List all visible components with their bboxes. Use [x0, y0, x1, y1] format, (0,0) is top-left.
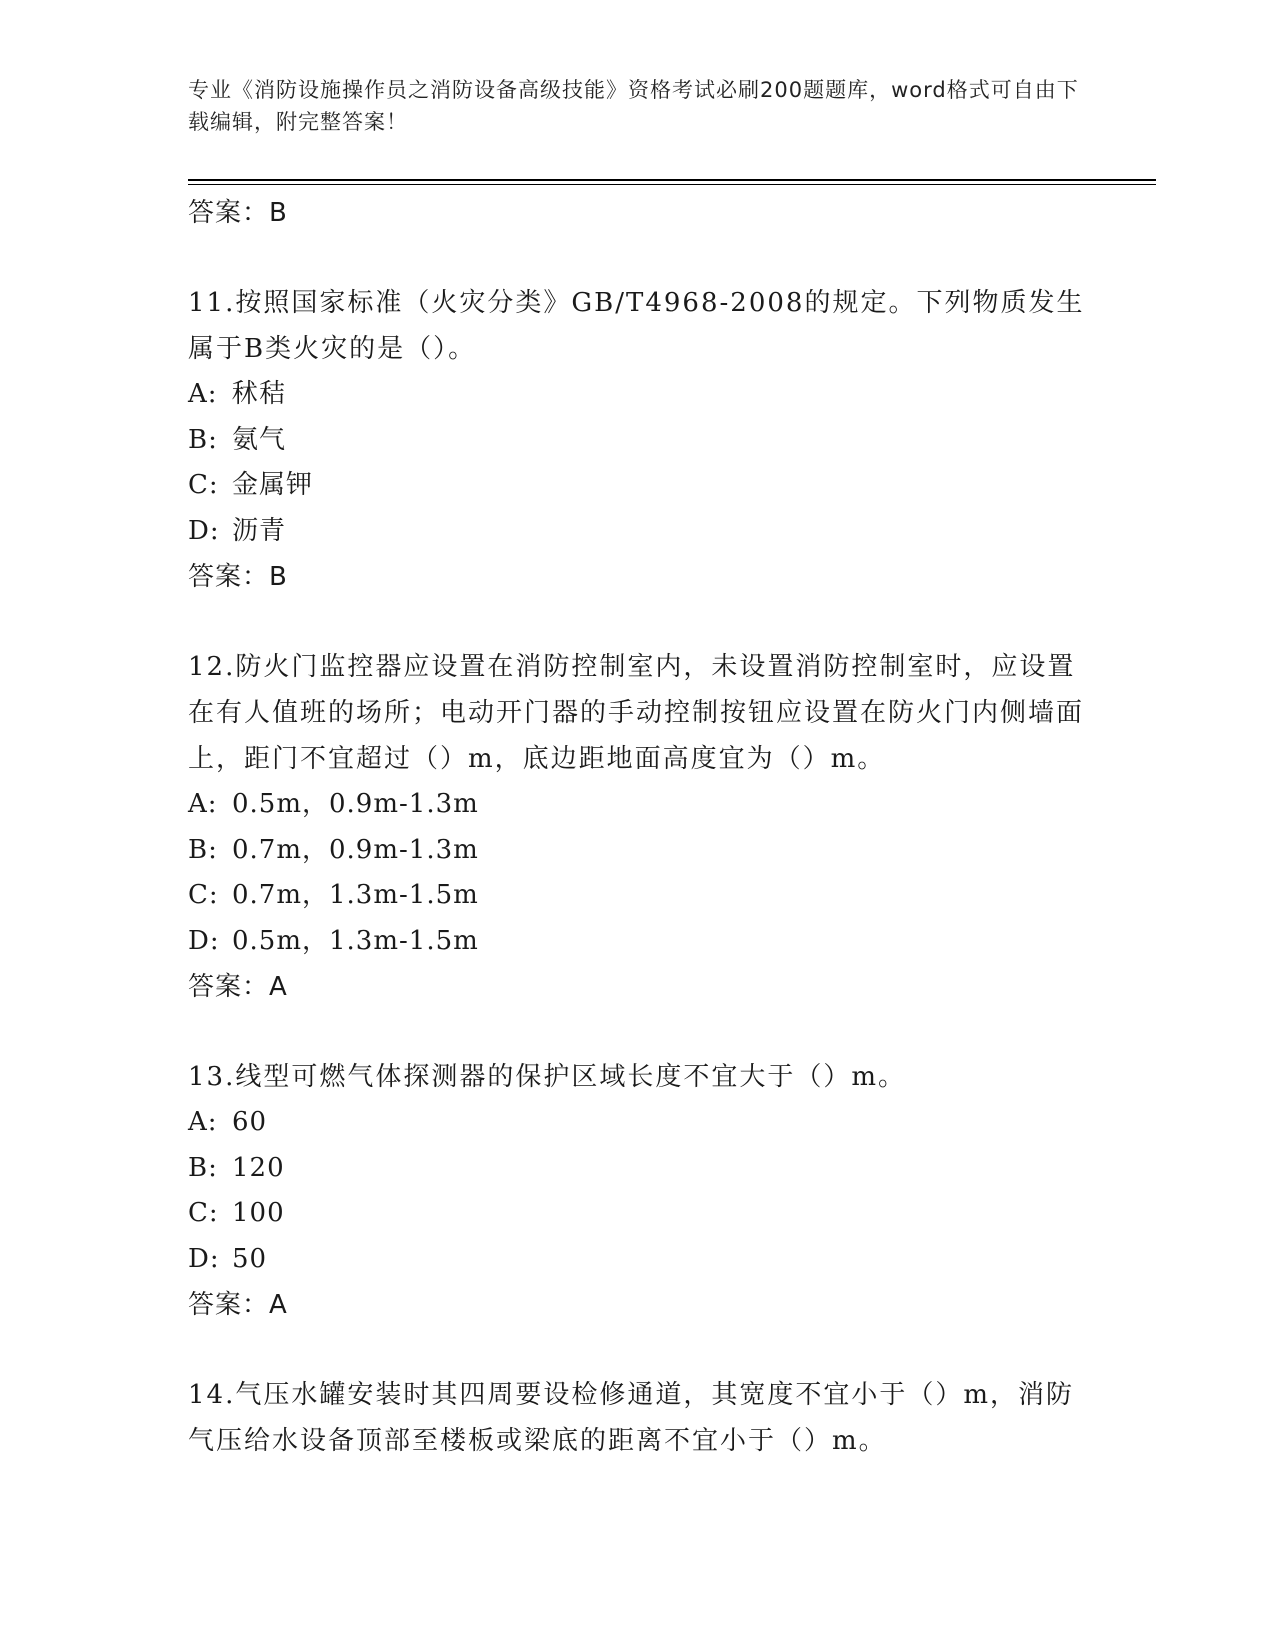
option-d	[188, 919, 1088, 965]
question-block	[188, 1054, 1088, 1328]
answer-line: 答案：B	[188, 562, 288, 592]
option-text: 100	[232, 1198, 285, 1228]
option-text: 0.5m，0.9m-1.3m	[232, 789, 479, 819]
option-text: 0.7m，0.9m-1.3m	[232, 834, 479, 865]
option-b	[188, 418, 1088, 464]
question-list	[188, 190, 1088, 1464]
option-b	[188, 1146, 1088, 1192]
option-c	[188, 463, 1088, 509]
option-letter: D:	[188, 1243, 220, 1274]
option-letter: A:	[188, 379, 218, 409]
question-block	[188, 1372, 1088, 1464]
document-header: 专业《消防设施操作员之消防设备高级技能》资格考试必刷200题题库，word格式可自由下载编辑，附完整答案！	[188, 78, 1079, 134]
option-c	[188, 1191, 1088, 1237]
option-text: 0.7m，1.3m-1.5m	[232, 880, 479, 910]
option-letter: D:	[188, 515, 220, 546]
option-text: 金属钾	[232, 470, 314, 500]
header-rule-thin	[188, 184, 1156, 185]
option-letter: C:	[188, 470, 219, 500]
option-letter: C:	[188, 1198, 219, 1228]
question-block	[188, 644, 1088, 1010]
question-text: 13.线型可燃气体探测器的保护区域长度不宜大于（）m。	[188, 1062, 907, 1092]
answer-line: 答案：A	[188, 1290, 288, 1320]
option-letter: A:	[188, 789, 218, 819]
option-c	[188, 873, 1088, 919]
option-d	[188, 509, 1088, 555]
header-rule-thick	[188, 179, 1156, 181]
option-text: 沥青	[232, 515, 287, 546]
question-text: 12.防火门监控器应设置在消防控制室内，未设置消防控制室时，应设置在有人值班的场所；电动开门器的手动控制按钮应设置在防火门内侧墙面上，距门不宜超过（）m，底边距地面高度宜为（）m。	[188, 652, 1085, 774]
option-letter: D:	[188, 925, 220, 956]
answer-line: 答案：B	[188, 198, 288, 228]
question-block	[188, 280, 1088, 600]
option-a	[188, 1100, 1088, 1146]
option-text: 氨气	[232, 424, 287, 455]
option-text: 秫秸	[232, 379, 287, 409]
option-a	[188, 372, 1088, 418]
option-letter: B:	[188, 834, 218, 865]
option-a	[188, 782, 1088, 828]
option-text: 120	[232, 1152, 285, 1183]
answer-line: 答案：A	[188, 972, 288, 1002]
option-letter: B:	[188, 424, 218, 455]
option-text: 50	[232, 1243, 268, 1274]
question-text: 14.气压水罐安装时其四周要设检修通道，其宽度不宜小于（）m，消防气压给水设备顶部至楼板或梁底的距离不宜小于（）m。	[188, 1380, 1075, 1456]
option-letter: C:	[188, 880, 219, 910]
option-b	[188, 828, 1088, 874]
option-d	[188, 1237, 1088, 1283]
option-letter: B:	[188, 1152, 218, 1183]
option-text: 60	[232, 1107, 268, 1137]
option-letter: A:	[188, 1107, 218, 1137]
question-text: 11.按照国家标准（火灾分类》GB/T4968-2008的规定。下列物质发生属于B类火灾的是（）。	[188, 288, 1085, 364]
option-text: 0.5m，1.3m-1.5m	[232, 925, 479, 956]
